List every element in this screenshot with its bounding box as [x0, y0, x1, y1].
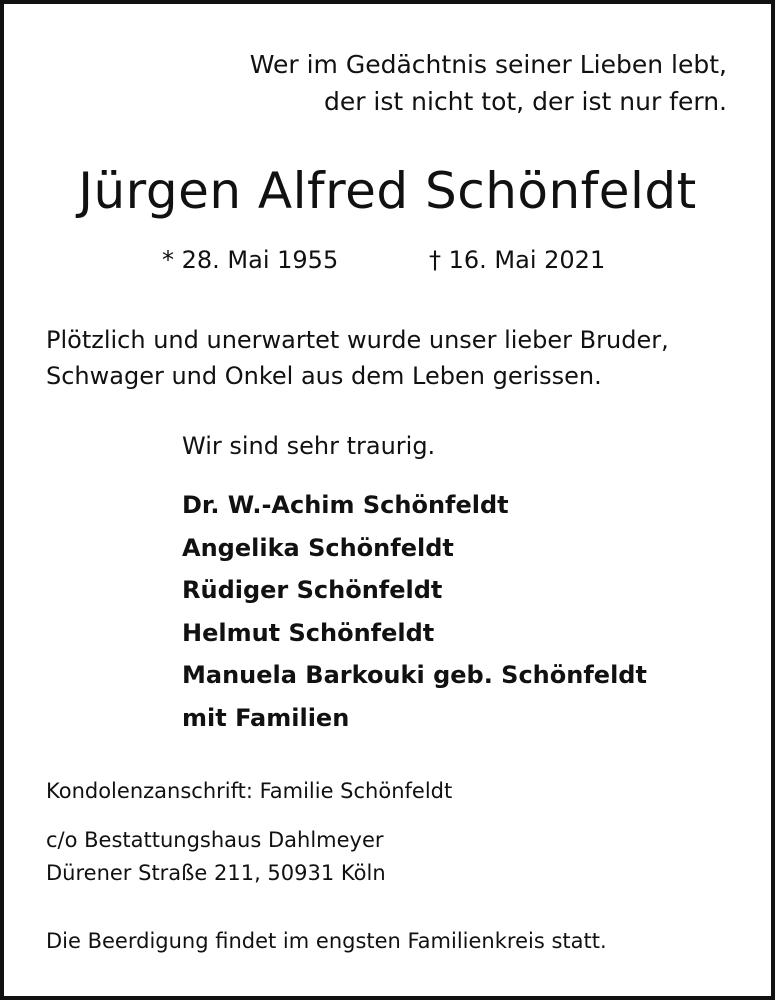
mourner-name: Manuela Barkouki geb. Schönfeldt	[182, 661, 647, 689]
mourner-name: Helmut Schönfeldt	[182, 618, 435, 647]
intro-text	[46, 322, 669, 394]
mourner-name: Dr. W.-Achim Schönfeldt	[182, 491, 509, 519]
sadness-text: Wir sind sehr traurig.	[182, 432, 436, 460]
intro-line: Schwager und Onkel aus dem Leben gerissen.	[46, 362, 602, 390]
intro-line: Plötzlich und unerwartet wurde unser lieber Bruder,	[46, 326, 669, 354]
deceased-name: Jürgen Alfred Schönfeldt	[78, 162, 697, 220]
mourners-list	[182, 484, 647, 739]
funeral-note: Die Beerdigung findet im engsten Familienkreis statt.	[46, 929, 607, 953]
motto-line: der ist nicht tot, der ist nur fern.	[323, 87, 727, 116]
mourner-name: Angelika Schönfeldt	[182, 533, 454, 562]
motto-line: Wer im Gedächtnis seiner Lieben lebt,	[249, 50, 727, 79]
mourner-name: mit Familien	[182, 703, 350, 732]
birth-date: * 28. Mai 1955	[162, 246, 339, 274]
mourner-name: Rüdiger Schönfeldt	[182, 576, 443, 604]
condolence-label: Kondolenzanschrift: Familie Schönfeldt	[46, 779, 453, 803]
address-line: Dürener Straße 211, 50931 Köln	[46, 861, 386, 885]
condolence-address	[46, 824, 386, 890]
address-line: c/o Bestattungshaus Dahlmeyer	[46, 828, 384, 852]
motto-quote	[250, 46, 727, 120]
death-date: † 16. Mai 2021	[429, 246, 606, 274]
